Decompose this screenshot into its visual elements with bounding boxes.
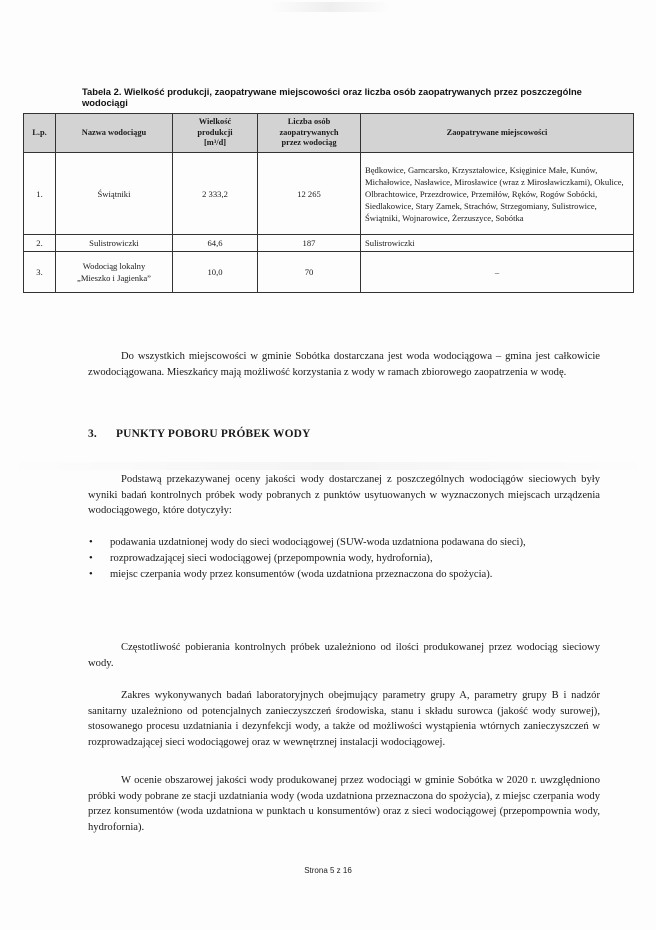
page-number: Strona 5 z 16: [304, 866, 352, 875]
section-title: PUNKTY POBORU PRÓBEK WODY: [116, 428, 311, 440]
list-item-text: podawania uzdatnionej wody do sieci wodociągowej (SUW-woda uzdatniona podawana do sieci),: [110, 537, 526, 548]
list-item: [78, 551, 588, 566]
paragraph-basis-text: Podstawą przekazywanej oceny jakości wody dostarczanej z poszczególnych wodociągów sieciowych były wyniki badań kontrolnych próbek wody pobranych z punktów usytuowanych w wyznaczonych miejscach urządzenia wodociągowego, które dotyczyły:: [88, 474, 600, 517]
paragraph-assessment: [88, 773, 600, 835]
scan-artifact-band: [0, 462, 656, 470]
header-people: [258, 114, 361, 153]
cell-production: 64,6: [173, 235, 258, 252]
cell-lp: 2.: [24, 235, 56, 252]
cell-people: 187: [258, 235, 361, 252]
cell-name-line2: „Mieszko i Jagienka”: [77, 273, 151, 283]
paragraph-assessment-text: W ocenie obszarowej jakości wody produkowanej przez wodociągi w gminie Sobótka w 2020 r. uwzględniono próbki wody pobrane ze stacji uzdatniania wody (woda uzdatniona przeznaczona do spożycia), z miejsc czerpania wody przez konsumentów (woda uzdatniona w punktach u konsumentów) oraz z sieci wodociągowej (przepompownia wody, hydrofornia).: [88, 775, 600, 833]
paragraph-scope-text: Zakres wykonywanych badań laboratoryjnych obejmujący parametry grupy A, parametry grupy B i nadzór sanitarny uzależniono od potencjalnych zanieczyszczeń środowiska, stanu i składu surowca (jakość wody surowej), stosowanego procesu uzdatniania i dezynfekcji wody, a także od możliwości wystąpienia wtórnych zanieczyszczeń w rozprowadzającej sieci wodociągowej oraz w wewnętrznej instalacji wodociągowej.: [88, 690, 600, 748]
bullet-icon: •: [89, 537, 93, 548]
cell-name: [56, 252, 173, 293]
header-production-line3: [m³/d]: [203, 138, 227, 148]
cell-production: 2 333,2: [173, 153, 258, 235]
cell-localities: Sulistrowiczki: [361, 235, 634, 252]
paragraph-frequency-text: Częstotliwość pobierania kontrolnych próbek uzależniono od ilości produkowanej przez wodociąg sieciowy wody.: [88, 642, 600, 669]
header-people-line1: Liczba osób: [287, 117, 331, 127]
table-caption: Tabela 2. Wielkość produkcji, zaopatrywane miejscowości oraz liczba osób zaopatrywanych przez poszczególne wodociągi: [82, 86, 582, 108]
paragraph-scope: [88, 688, 600, 750]
table-row: [24, 252, 634, 293]
section-number: 3.: [88, 428, 97, 440]
list-item: [78, 535, 588, 550]
section-heading: [88, 428, 311, 440]
list-item: [78, 567, 588, 582]
list-item-text: rozprowadzającej sieci wodociągowej (przepompownia wody, hydrofornia),: [110, 553, 433, 564]
cell-lp: 1.: [24, 153, 56, 235]
cell-lp: 3.: [24, 252, 56, 293]
cell-name: Świątniki: [56, 153, 173, 235]
table-row: [24, 153, 634, 235]
header-localities: Zaopatrywane miejscowości: [361, 114, 634, 153]
paragraph-basis: [88, 472, 600, 519]
table-row: [24, 235, 634, 252]
sampling-points-list: [78, 535, 588, 583]
scan-artifact: [270, 2, 390, 12]
cell-production: 10,0: [173, 252, 258, 293]
cell-name-line1: Wodociąg lokalny: [82, 261, 146, 271]
paragraph-supply-text: Do wszystkich miejscowości w gminie Sobótka dostarczana jest woda wodociągowa – gmina jest całkowicie zwodociągowana. Mieszkańcy mają możliwość korzystania z wody w ramach zbiorowego zaopatrzenia w wodę.: [88, 351, 600, 378]
paragraph-supply: [88, 349, 600, 380]
header-people-line3: przez wodociąg: [281, 138, 337, 148]
header-production-line1: Wielkość: [198, 117, 232, 127]
header-people-line2: zaopatrywanych: [279, 127, 339, 137]
cell-localities: Będkowice, Garncarsko, Krzyształowice, Księginice Małe, Kunów, Michałowice, Nasławice, Mirosławice (wraz z Mirosławiczkami), Okulice, Olbrachtowice, Przezdrowice, Przemiłów, Ręków, Rogów Sobócki, Siedlakowice, Stary Zamek, Strachów, Strzegomiany, Sulistrowice, Świątniki, Wojnarowice, Żerzuszyce, Sobótka: [361, 153, 634, 235]
header-lp: L.p.: [24, 114, 56, 153]
bullet-icon: •: [89, 569, 93, 580]
cell-people: 70: [258, 252, 361, 293]
list-item-text: miejsc czerpania wody przez konsumentów (woda uzdatniona przeznaczona do spożycia).: [110, 569, 493, 580]
cell-localities: –: [361, 252, 634, 293]
cell-name: Sulistrowiczki: [56, 235, 173, 252]
cell-people: 12 265: [258, 153, 361, 235]
water-supply-table: [23, 113, 634, 293]
header-production-line2: produkcji: [197, 127, 233, 137]
header-name: Nazwa wodociągu: [56, 114, 173, 153]
bullet-icon: •: [89, 553, 93, 564]
table-header-row: [24, 114, 634, 153]
header-production: [173, 114, 258, 153]
paragraph-frequency: [88, 640, 600, 671]
